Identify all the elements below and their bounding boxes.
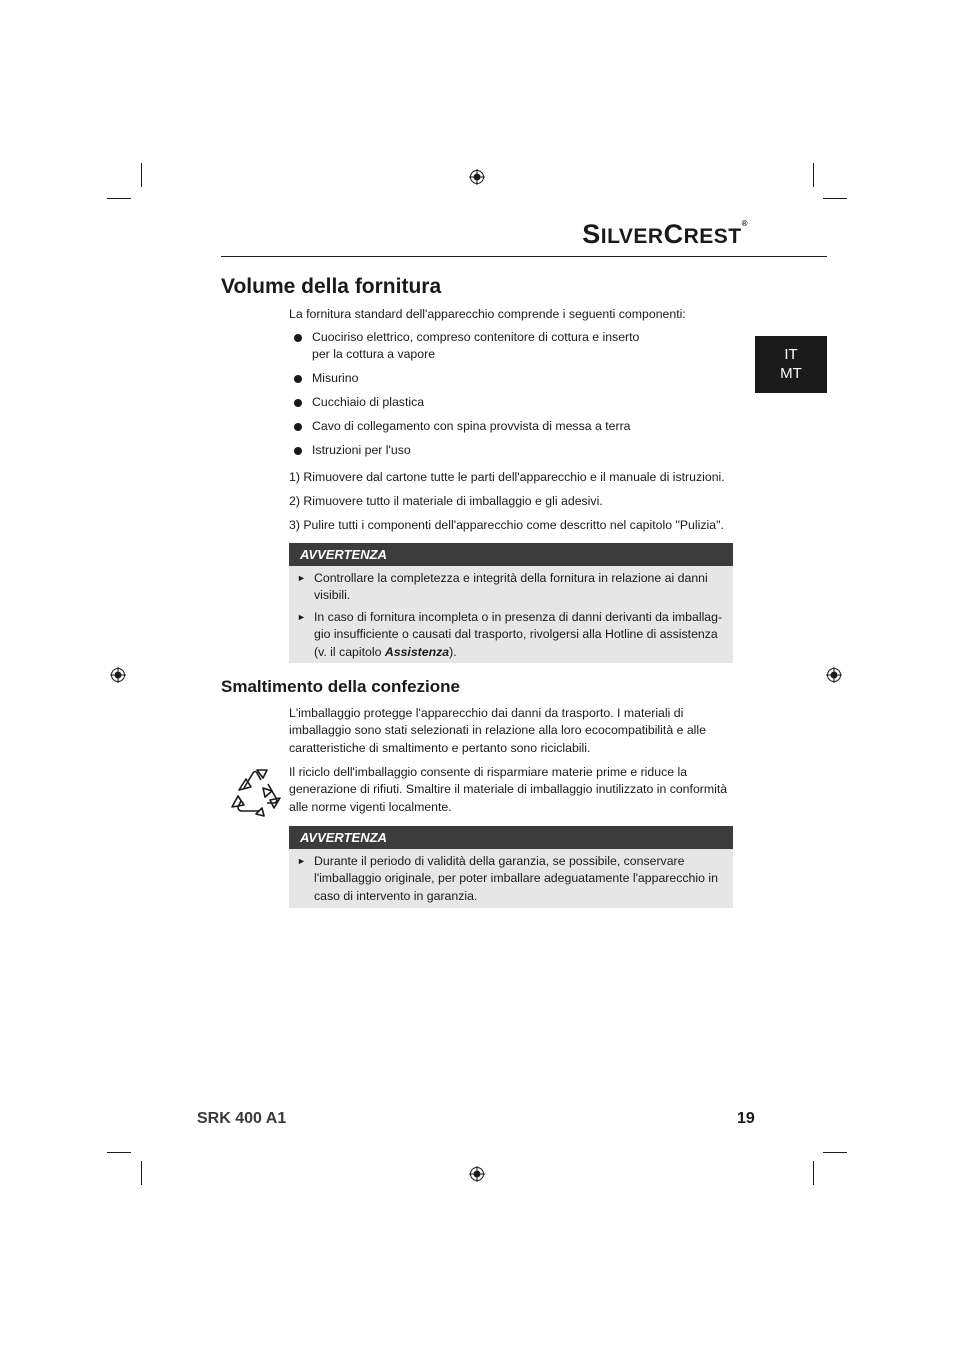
section-title: Smaltimento della confezione <box>221 677 460 696</box>
registration-mark-icon <box>469 1166 485 1182</box>
step-item: 2) Rimuovere tutto il materiale di imballaggio e gli adesivi. <box>289 494 603 508</box>
language-code: IT <box>784 346 798 363</box>
list-item: Cuociriso elettrico, compreso contenitore di cottura e inserto per la cottura a vapore <box>312 330 640 362</box>
bullet-icon <box>294 423 302 431</box>
header-rule <box>221 256 827 257</box>
language-code: MT <box>780 365 802 382</box>
warning-item: In caso di fornitura incompleta o in presenza di danni derivanti da imballaggio insufficiente o causati dal trasporto, rivolgersi alla Hotline di assistenza (v. il capitolo Assistenza). <box>314 610 723 659</box>
bullet-icon <box>294 447 302 455</box>
list-item: Istruzioni per l'uso <box>312 443 411 457</box>
model-number: SRK 400 A1 <box>197 1110 287 1127</box>
warning-item: Durante il periodo di validità della garanzia, se possibile, conservare l'imballaggio originale, per poter imballare adeguatamente l'apparecchio in caso di intervento in garanzia. <box>314 854 718 903</box>
list-item: Cavo di collegamento con spina provvista di messa a terra <box>312 419 631 433</box>
registration-mark-icon <box>826 667 842 683</box>
registration-mark-icon <box>469 169 485 185</box>
crop-mark <box>141 1161 142 1185</box>
warning-item: Controllare la completezza e integrità della fornitura in relazione ai danni visibili. <box>314 571 708 603</box>
brand-logo: SILVERCREST® <box>582 219 748 249</box>
arrow-bullet-icon: ► <box>297 612 306 622</box>
crop-mark <box>813 163 814 187</box>
step-item: 3) Pulire tutti i componenti dell'apparecchio come descritto nel capitolo "Pulizia". <box>289 518 724 532</box>
list-item: Misurino <box>312 371 359 385</box>
section-intro: La fornitura standard dell'apparecchio comprende i seguenti componenti: <box>289 307 686 321</box>
crop-mark <box>107 1152 131 1153</box>
crop-mark <box>813 1161 814 1185</box>
bullet-icon <box>294 399 302 407</box>
crop-mark <box>141 163 142 187</box>
page-number: 19 <box>737 1110 755 1127</box>
arrow-bullet-icon: ► <box>297 573 306 583</box>
crop-mark <box>107 198 131 199</box>
warning-header: AVVERTENZA <box>289 543 733 566</box>
warning-header: AVVERTENZA <box>289 826 733 849</box>
bullet-icon <box>294 375 302 383</box>
registration-mark-icon <box>110 667 126 683</box>
recycle-icon <box>226 766 284 820</box>
language-tab <box>755 336 827 393</box>
arrow-bullet-icon: ► <box>297 856 306 866</box>
paragraph: L'imballaggio protegge l'apparecchio dai danni da trasporto. I materiali di imballaggio sono stati selezionati in relazione alla loro ecocompatibilità e alle caratteristiche di smaltimento e pertanto sono riciclabili. <box>289 706 706 755</box>
step-item: 1) Rimuovere dal cartone tutte le parti dell'apparecchio e il manuale di istruzioni. <box>289 470 725 484</box>
chapter-reference: Assistenza <box>384 644 450 659</box>
crop-mark <box>823 198 847 199</box>
crop-mark <box>823 1152 847 1153</box>
bullet-icon <box>294 334 302 342</box>
paragraph: Il riciclo dell'imballaggio consente di risparmiare materie prime e riduce la generazione di rifiuti. Smaltire il materiale di imballaggio inutilizzato in conformità alle norme vigenti localmente. <box>289 765 728 814</box>
section-title: Volume della fornitura <box>221 275 442 298</box>
list-item: Cucchiaio di plastica <box>312 395 425 409</box>
